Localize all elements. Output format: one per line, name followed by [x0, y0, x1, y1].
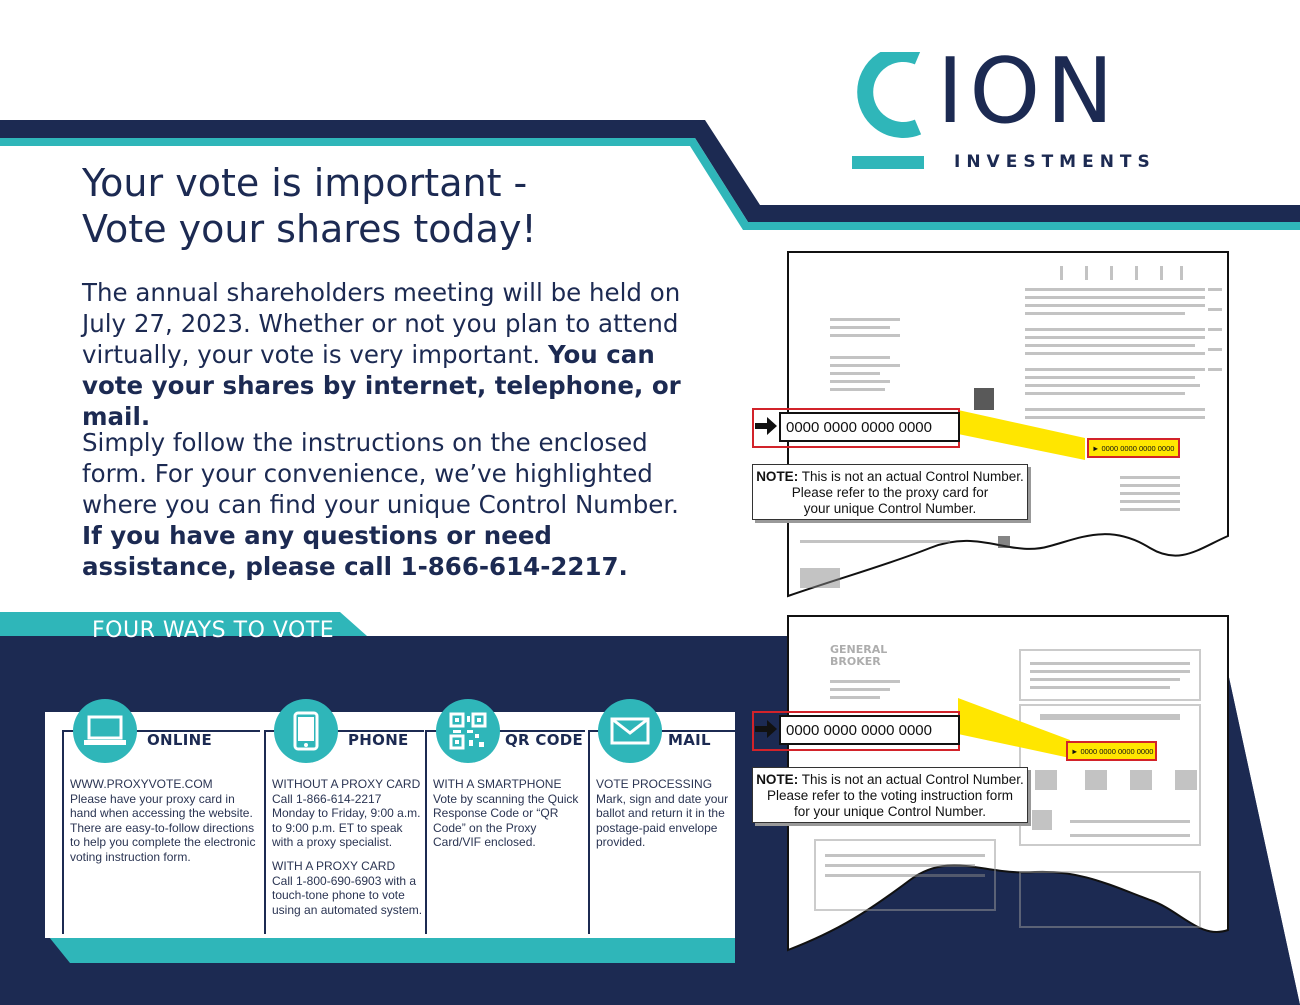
arrow-right-icon [755, 416, 779, 436]
online-circle [73, 699, 137, 763]
phone-subhead-1: WITHOUT A PROXY CARD [272, 777, 421, 791]
arrow-right-icon [755, 719, 779, 739]
control-number-1: 0000 0000 0000 0000 [779, 412, 960, 442]
intro-text: The annual shareholders meeting will be held on July 27, 2023. Whether or not you plan to attend virtually, your vote is very important. [82, 278, 681, 369]
instructions-text: Simply follow the instructions on the enclosed form. For your convenience, we’ve highlighted where you can find your unique Control Number. [82, 428, 679, 519]
small-control-number-2-text: 0000 0000 0000 0000 [1080, 746, 1154, 756]
intro-paragraph [82, 277, 702, 432]
phone-circle [274, 699, 338, 763]
qr-title: QR CODE [505, 731, 584, 749]
qr-code-icon [449, 712, 487, 750]
note-box-1 [752, 464, 1028, 520]
small-control-number-2: ► 0000 0000 0000 0000 [1066, 741, 1157, 761]
logo-wordmark-rest: ION [936, 39, 1120, 144]
qr-text [433, 777, 583, 850]
laptop-icon [83, 714, 127, 748]
phone-desc-1: Call 1-866-614-2217 Monday to Friday, 9:00 a.m. to 9:00 p.m. ET to speak with a proxy specialist. [272, 791, 421, 850]
logo-wordmark [868, 39, 1120, 144]
mail-title: MAIL [668, 731, 711, 749]
page-headline [82, 160, 702, 252]
note-line3-1: your unique Control Number. [803, 501, 977, 516]
phone-text [272, 777, 424, 917]
intro-bold-text: You can vote your shares by internet, telephone, or mail. [82, 340, 681, 431]
phone-desc-2: Call 1-800-690-6903 with a touch-tone phone to vote using an automated system. [272, 873, 423, 917]
note-box-2 [752, 767, 1028, 823]
note-text-1: This is not an actual Control Number. [798, 469, 1024, 484]
online-title: ONLINE [147, 731, 213, 749]
phone-title: PHONE [348, 731, 409, 749]
note-label-2: NOTE: [756, 772, 799, 787]
small-control-number-1-text: 0000 0000 0000 0000 [1101, 443, 1175, 453]
qr-circle [436, 699, 500, 763]
small-control-number-1: ► 0000 0000 0000 0000 [1087, 438, 1180, 458]
envelope-icon [610, 717, 650, 745]
four-ways-title: FOUR WAYS TO VOTE [92, 618, 335, 643]
mail-circle [598, 699, 662, 763]
note-label-1: NOTE: [756, 469, 799, 484]
mail-desc: Mark, sign and date your ballot and return it in the postage-paid envelope provided. [596, 791, 729, 850]
qr-subhead: WITH A SMARTPHONE [433, 777, 562, 791]
online-url[interactable]: WWW.PROXYVOTE.COM [70, 777, 213, 791]
mail-subhead: VOTE PROCESSING [596, 777, 713, 791]
logo-tagline: INVESTMENTS [954, 152, 1156, 172]
general-broker-logo: GENERAL BROKER [830, 643, 888, 668]
mail-text [596, 777, 734, 850]
online-text [70, 777, 260, 865]
note-line3-2: for your unique Control Number. [793, 804, 987, 819]
headline-line-2: Vote your shares today! [82, 207, 537, 251]
note-line2-1: Please refer to the proxy card for [791, 485, 989, 500]
cion-logo [848, 39, 1168, 182]
online-desc: Please have your proxy card in hand when accessing the website. There are easy-to-follow directions to help you complete the electronic voting instruction form. [70, 791, 256, 864]
control-number-2: 0000 0000 0000 0000 [779, 715, 960, 745]
headline-line-1: Your vote is important - [82, 161, 528, 205]
smartphone-icon [293, 711, 319, 751]
phone-subhead-2: WITH A PROXY CARD [272, 858, 396, 873]
instructions-paragraph [82, 427, 702, 582]
qr-desc: Vote by scanning the Quick Response Code or “QR Code” on the Proxy Card/VIF enclosed. [433, 791, 579, 850]
note-line2-2: Please refer to the voting instruction form [766, 788, 1014, 803]
instructions-bold-text: If you have any questions or need assistance, please call 1-866-614-2217. [82, 521, 628, 581]
note-text-2: This is not an actual Control Number. [798, 772, 1024, 787]
